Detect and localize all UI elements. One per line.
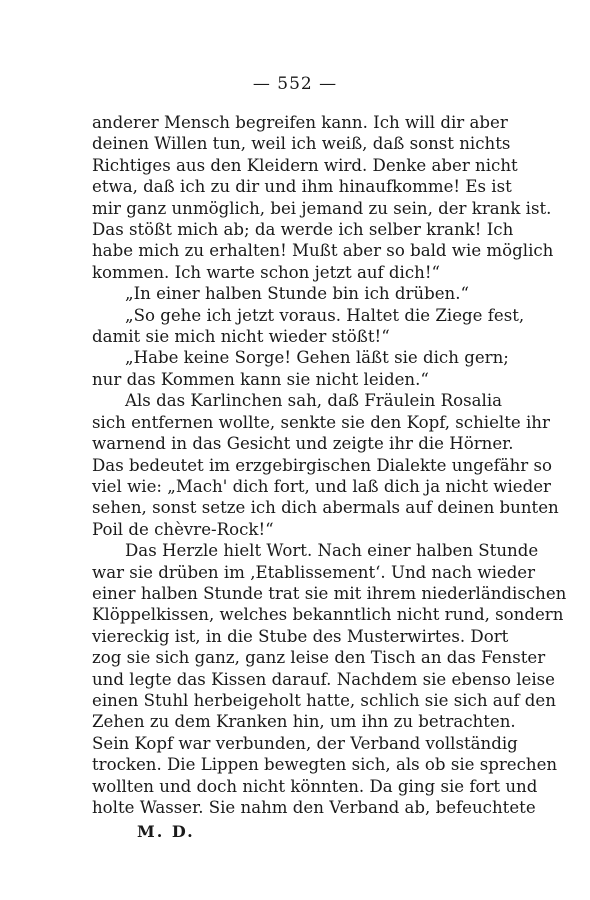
text-line: Richtiges aus den Kleidern wird. Denke aber nicht (92, 155, 518, 175)
page-number: — 552 — (252, 74, 338, 94)
text-line: mir ganz unmöglich, bei jemand zu sein, der krank ist. (92, 198, 552, 218)
text-line: Das stößt mich ab; da werde ich selber krank! Ich (92, 220, 514, 240)
signature-mark: M. D. (137, 822, 195, 841)
text-line: war sie drüben im ‚Etablissement‘. Und nach wieder (92, 562, 536, 582)
text-line: etwa, daß ich zu dir und ihm hinaufkomme! Es ist (92, 177, 512, 197)
text-line: warnend in das Gesicht und zeigte ihr die Hörner. (92, 434, 514, 454)
text-line: damit sie mich nicht wieder stößt!“ (92, 327, 390, 347)
text-line: „In einer halben Stunde bin ich drüben.“ (125, 284, 469, 304)
text-line: Klöppelkissen, welches bekanntlich nicht rund, sondern (92, 605, 564, 625)
body-text (92, 112, 567, 818)
text-line: viel wie: „Mach' dich fort, und laß dich ja nicht wieder (92, 476, 551, 496)
text-line: deinen Willen tun, weil ich weiß, daß sonst nichts (92, 134, 511, 154)
text-line: Das bedeutet im erzgebirgischen Dialekte ungefähr so (92, 455, 553, 475)
text-line: einer halben Stunde trat sie mit ihrem niederländischen (92, 583, 567, 603)
text-line: nur das Kommen kann sie nicht leiden.“ (92, 369, 429, 389)
text-line: Das Herzle hielt Wort. Nach einer halben Stunde (125, 541, 539, 561)
text-line: einen Stuhl herbeigeholt hatte, schlich sie sich auf den (92, 690, 556, 710)
text-line: kommen. Ich warte schon jetzt auf dich!“ (92, 262, 440, 282)
text-line: und legte das Kissen darauf. Nachdem sie ebenso leise (92, 669, 555, 689)
text-line: sehen, sonst setze ich dich abermals auf deinen bunten (92, 498, 559, 518)
text-line: Sein Kopf war verbunden, der Verband vollständig (92, 733, 518, 753)
text-line: viereckig ist, in die Stube des Musterwirtes. Dort (92, 626, 509, 646)
text-line: Als das Karlinchen sah, daß Fräulein Rosalia (125, 391, 503, 411)
text-line: anderer Mensch begreifen kann. Ich will dir aber (92, 113, 508, 132)
text-line: zog sie sich ganz, ganz leise den Tisch an das Fenster (92, 648, 546, 668)
text-line: trocken. Die Lippen bewegten sich, als ob sie sprechen (92, 755, 558, 775)
text-line: „Habe keine Sorge! Gehen läßt sie dich gern; (125, 348, 509, 368)
text-line: „So gehe ich jetzt voraus. Haltet die Ziege fest, (125, 305, 525, 325)
text-line: holte Wasser. Sie nahm den Verband ab, befeuchtete (92, 798, 536, 817)
text-line: habe mich zu erhalten! Mußt aber so bald wie möglich (92, 241, 554, 261)
text-line: wollten und doch nicht könnten. Da ging sie fort und (92, 776, 538, 796)
text-line: Zehen zu dem Kranken hin, um ihn zu betrachten. (92, 712, 516, 732)
text-line: Poil de chèvre-Rock!“ (92, 519, 274, 539)
text-line: sich entfernen wollte, senkte sie den Kopf, schielte ihr (92, 412, 550, 432)
